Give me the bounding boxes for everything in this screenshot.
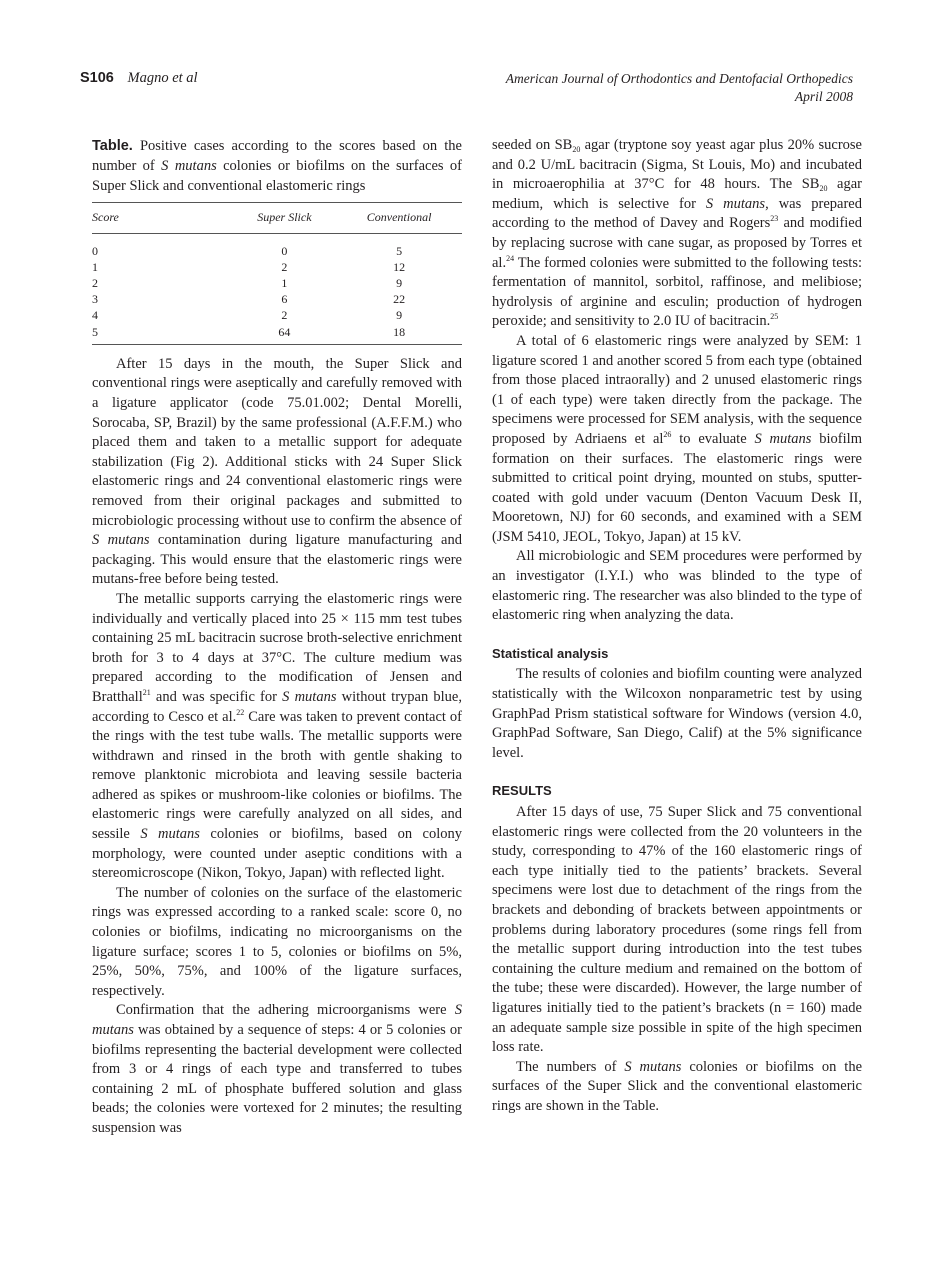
text-run: , was prepared according to the method of Davey and Rogers: [492, 195, 862, 232]
text-run: colonies or biofilms on the surfaces of the Super Slick and the conventional elastomeric rings are shown in the Table.: [492, 1058, 862, 1114]
text-run: After 15 days of use, 75 Super Slick and 75 conventional elastomeric rings were collected from the 20 volunteers in the study, corresponding to 47% of the 160 elastomeric rings of each type initially tied to the patients’ brackets. Several specimens were lost due to detachment of the rings from the brackets and debonding of brackets between appointments or problems during laboratory procedures (some rings fell from the metallic support during introduction into the test tubes containing the culture medium and remained on the bottom of the tube; these were discarded). However, the large number of ligatures initially tied to the patient’s brackets (n = 160) made an adequate sample size possible in spite of the high specimen loss rate.: [492, 804, 862, 1056]
italic-term: S mutans: [140, 826, 200, 843]
body-paragraph: [492, 665, 862, 763]
cell-super-slick: 6: [281, 292, 288, 307]
italic-term: S mutans: [161, 158, 217, 174]
table-row: [92, 233, 462, 259]
reference-superscript: 21: [142, 687, 151, 697]
reference-superscript: 26: [663, 429, 672, 439]
text-run: The numbers of: [516, 1058, 625, 1075]
section-heading-results: RESULTS: [492, 783, 552, 799]
cell-super-slick: 64: [233, 324, 337, 345]
text-run: without trypan blue, according to Cesco et al.: [92, 688, 462, 725]
text-run: contamination during ligature manufacturing and packaging. This would ensure that the elastomeric rings were mutans-free before being tested.: [92, 532, 462, 588]
italic-term: S mutans: [705, 195, 766, 212]
table-row: [92, 275, 462, 291]
cell-conventional: 5: [396, 243, 403, 258]
body-paragraph: [92, 590, 462, 884]
text-run: Care was taken to prevent contact of the rings with the test tube walls. The metallic supports were withdrawn and rinsed in the broth with gentle shaking to remove planktonic microbiota and leaving sessile bacteria adhered as spikes or mushroom-like colonies or biofilms. The elastomeric rings were carefully analyzed on all sides, and sessile: [92, 708, 462, 843]
cell-score: 4: [92, 308, 98, 323]
cell-super-slick: 2: [281, 259, 288, 274]
text-run: colonies or biofilms on the surfaces of Super Slick and conventional elastomeric rings: [92, 158, 463, 194]
italic-term: S mutans: [92, 532, 150, 549]
text-run: Confirmation that the adhering microorganisms were: [116, 1002, 455, 1019]
body-paragraph: [92, 884, 462, 1002]
text-run: was obtained by a sequence of steps: 4 or 5 colonies or biofilms representing the bacterial development were collected from 3 or 4 rings of each type and transferred to tubes containing 2 mL of phosphate buffered solution and glass beads; the colonies were vortexed for 2 minutes; the resulting suspension was: [92, 1022, 462, 1136]
reference-superscript: 23: [770, 214, 779, 224]
cell-score: 5: [92, 324, 233, 345]
body-paragraph: [492, 1058, 862, 1117]
right-body-text: [492, 136, 862, 626]
column-header-conventional: Conventional: [336, 203, 462, 234]
table-caption: [92, 136, 462, 196]
left-column: [92, 136, 462, 1139]
cell-score: 0: [92, 243, 98, 258]
text-run: and modified by replacing sucrose with cane sugar, as proposed by Torres et al.: [492, 215, 862, 271]
table-body: [92, 233, 462, 344]
body-paragraph: [492, 547, 862, 625]
text-run: agar medium, which is selective for: [492, 176, 863, 212]
journal-title: American Journal of Orthodontics and Dentofacial Orthopedics: [505, 71, 853, 86]
scores-table: [92, 202, 462, 345]
right-column: [492, 136, 862, 1117]
running-authors: Magno et al: [127, 70, 198, 86]
body-paragraph: [492, 803, 862, 1058]
text-run: colonies or biofilms, based on colony morphology, were counted under aseptic conditions with a stereomicroscope (Nikon, Tokyo, Japan) with reflected light.: [92, 826, 462, 882]
section-heading-statistical-analysis: Statistical analysis: [492, 645, 609, 661]
cell-conventional: 22: [393, 292, 406, 307]
text-run: The number of colonies on the surface of the elastomeric rings was expressed according to a ranked scale: score 0, no colonies or biofilms, indicating no microorganisms on the ligature surface; scores 1 to 5, colonies or biofilms on 5%, 25%, 50%, 75%, and 100% of the ligature surfaces, respectively.: [92, 884, 462, 999]
text-run: The metallic supports carrying the elastomeric rings were individually and vertically placed into 25 × 115 mm test tubes containing 25 mL bacitracin sucrose broth-selective enrichment broth for 3 to 4 days at 37°C. The culture medium was prepared according to the modification of Jensen and Bratthall: [92, 590, 462, 705]
body-paragraph: [92, 355, 462, 590]
text-run: biofilm formation on their surfaces. The elastomeric rings were submitted to critical point drying, mounted on stubs, sputter-coated with gold under vacuum (Denton Vacuum Desk II, Mooretown, NJ) for 60 seconds, and examined with a SEM (JSM 5410, JEOL, Tokyo, Japan) at 15 kV.: [492, 430, 862, 545]
text-run: All microbiologic and SEM procedures were performed by an investigator (I.Y.I.) who was blinded to the type of elastomeric ring. The researcher was also blinded to the type of elastomeric ring when analyzing the data.: [492, 548, 862, 624]
cell-super-slick: 1: [281, 276, 288, 290]
cell-score: 2: [92, 276, 98, 290]
italic-term: S mutans: [282, 688, 337, 705]
text-run: agar (tryptone soy yeast agar plus 20% sucrose and 0.2 U/mL bacitracin (Sigma, St Louis, Mo) and incubated in microaerophilia at 37°C for 48 hours. The SB: [492, 137, 862, 193]
results-text: [492, 803, 862, 1117]
text-run: A total of 6 elastomeric rings were analyzed by SEM: 1 ligature scored 1 and another scored 5 from each type (obtained from those placed intraorally) and 2 unused elastomeric rings (1 of each type) were taken directly from the package. The specimens were processed for SEM analysis, with the sequence proposed by Adriaens et al: [492, 332, 862, 447]
table-caption-label: Table.: [92, 138, 133, 154]
body-paragraph: [492, 332, 862, 548]
text-run: After 15 days in the mouth, the Super Slick and conventional rings were aseptically and carefully removed with a ligature applicator (code 75.01.002; Dental Morelli, Sorocaba, SP, Brazil) by the same professional (A.F.F.M.) who placed them and taken to a metallic support for adequate stabilization (Fig 2). Additional sticks with 24 Super Slick elastomeric rings and 24 conventional elastomeric rings were removed from their original packages and submitted to microbiologic processing without use to confirm the absence of: [92, 355, 462, 529]
subscript: 20: [572, 145, 581, 154]
subscript: 20: [819, 184, 828, 194]
running-header-right: [506, 70, 853, 106]
column-header-score: Score: [92, 203, 233, 234]
body-paragraph: [492, 136, 862, 332]
text-run: Positive cases according to the scores based on the number of: [92, 138, 462, 174]
column-header-super-slick: Super Slick: [233, 203, 337, 234]
table-row: [92, 324, 462, 345]
left-body-text: [92, 355, 462, 1139]
cell-conventional: 12: [393, 259, 406, 274]
italic-term: S mutans: [624, 1058, 682, 1075]
reference-superscript: 25: [770, 312, 779, 322]
table-row: [92, 291, 462, 307]
issue-date: April 2008: [794, 89, 853, 104]
text-run: to evaluate: [671, 430, 755, 447]
cell-conventional: 9: [396, 308, 403, 323]
italic-term: S mutans: [92, 1002, 462, 1038]
running-header-left: [80, 70, 198, 87]
cell-score: 1: [92, 259, 98, 274]
page-number: S106: [80, 70, 114, 86]
cell-conventional: 9: [396, 276, 403, 290]
cell-super-slick: 0: [281, 243, 288, 258]
body-paragraph: [92, 1001, 462, 1138]
text-run: The results of colonies and biofilm counting were analyzed statistically with the Wilcoxon nonparametric test by using GraphPad Prism statistical software for Windows (version 4.0, GraphPad Software, San Diego, Calif) at the 5% significance level.: [492, 666, 862, 761]
cell-conventional: 18: [336, 324, 462, 345]
table-caption-text: [92, 138, 462, 194]
cell-super-slick: 2: [281, 308, 288, 323]
text-run: and was specific for: [150, 688, 283, 705]
table-header-row: [92, 203, 462, 234]
table-row: [92, 259, 462, 275]
italic-term: S mutans: [754, 430, 812, 447]
text-run: The formed colonies were submitted to the following tests: fermentation of mannitol, sorbitol, raffinose, and melibiose; hydrolysis of arginine and esculin; production of hydrogen peroxide; and sensitivity to 2.0 IU of bacitracin.: [492, 254, 862, 330]
statistical-analysis-text: [492, 665, 862, 763]
cell-score: 3: [92, 292, 98, 307]
reference-superscript: 22: [236, 707, 245, 717]
table-row: [92, 307, 462, 323]
text-run: seeded on SB: [492, 137, 573, 153]
reference-superscript: 24: [506, 253, 515, 263]
